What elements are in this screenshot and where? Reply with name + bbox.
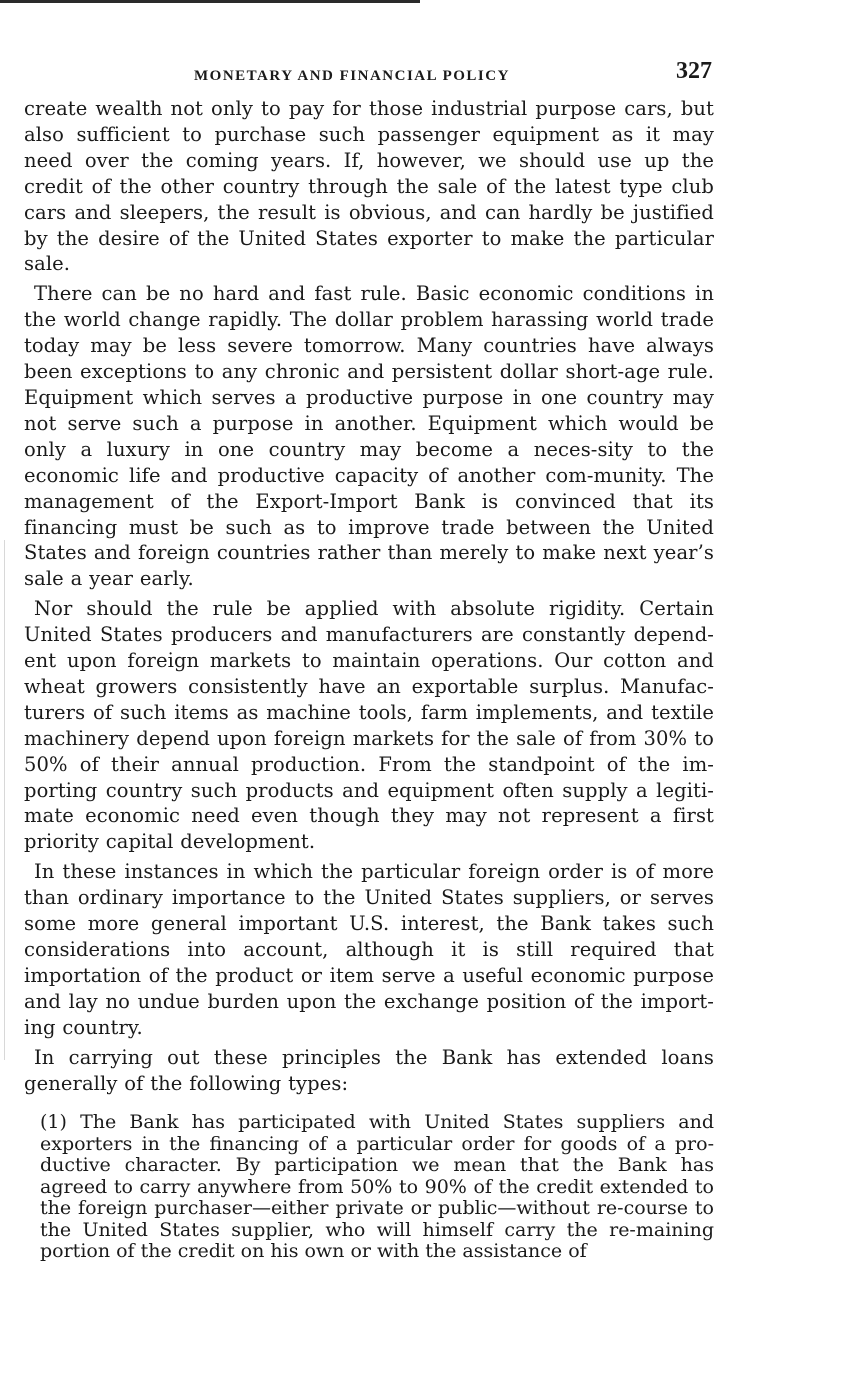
page-number: 327	[676, 58, 712, 84]
book-page	[24, 56, 714, 1263]
paragraph-rigidity: Nor should the rule be applied with absolute rigidity. Certain United States producers and manufacturers are constantly depend-ent upon foreign markets to maintain operations. Our cotton and wheat growers consistently have an exportable surplus. Manufac-turers of such items as machine tools, farm implements, and textile machinery depend upon foreign markets for the sale of from 30% to 50% of their annual production. From the standpoint of the im-porting country such products and equipment often supply a legiti-mate economic need even though they may not represent a first priority capital development.	[24, 597, 714, 854]
page-gutter-shadow	[4, 540, 5, 1060]
paragraph-principles: In carrying out these principles the Bank has extended loans generally of the following types:	[24, 1045, 714, 1095]
list-item-1: (1) The Bank has participated with United States suppliers and exporters in the financing of a particular order for goods of a pro-ductive character. By participation we mean that the Bank has agreed to carry anywhere from 50% to 90% of the credit extended to the foreign purchaser—either private or public—without re-course to the United States supplier, who will himself carry the re-maining portion of the credit on his own or with the assistance of	[40, 1111, 714, 1263]
page-header	[24, 56, 714, 96]
running-head: MONETARY AND FINANCIAL POLICY	[194, 68, 510, 84]
paragraph-no-hard-rule: There can be no hard and fast rule. Basic economic conditions in the world change rapidly. The dollar problem harassing world trade today may be less severe tomorrow. Many countries have always been exceptions to any chronic and persistent dollar short-age rule. Equipment which serves a productive purpose in one country may not serve such a purpose in another. Equipment which would be only a luxury in one country may become a neces-sity to the economic life and productive capacity of another com-munity. The management of the Export-Import Bank is convinced that its financing must be such as to improve trade between the United States and foreign countries rather than merely to make next year’s sale a year early.	[24, 282, 714, 591]
paragraph-instances: In these instances in which the particular foreign order is of more than ordinary importance to the United States suppliers, or serves some more general important U.S. interest, the Bank takes such considerations into account, although it is still required that importation of the product or item serve a useful economic purpose and lay no undue burden upon the exchange position of the import-ing country.	[24, 860, 714, 1039]
top-edge-rule	[0, 0, 420, 3]
paragraph-continuation: create wealth not only to pay for those industrial purpose cars, but also sufficient to purchase such passenger equipment as it may need over the coming years. If, however, we should use up the credit of the other country through the sale of the latest type club cars and sleepers, the result is obvious, and can hardly be justified by the desire of the United States exporter to make the particular sale.	[24, 97, 714, 276]
